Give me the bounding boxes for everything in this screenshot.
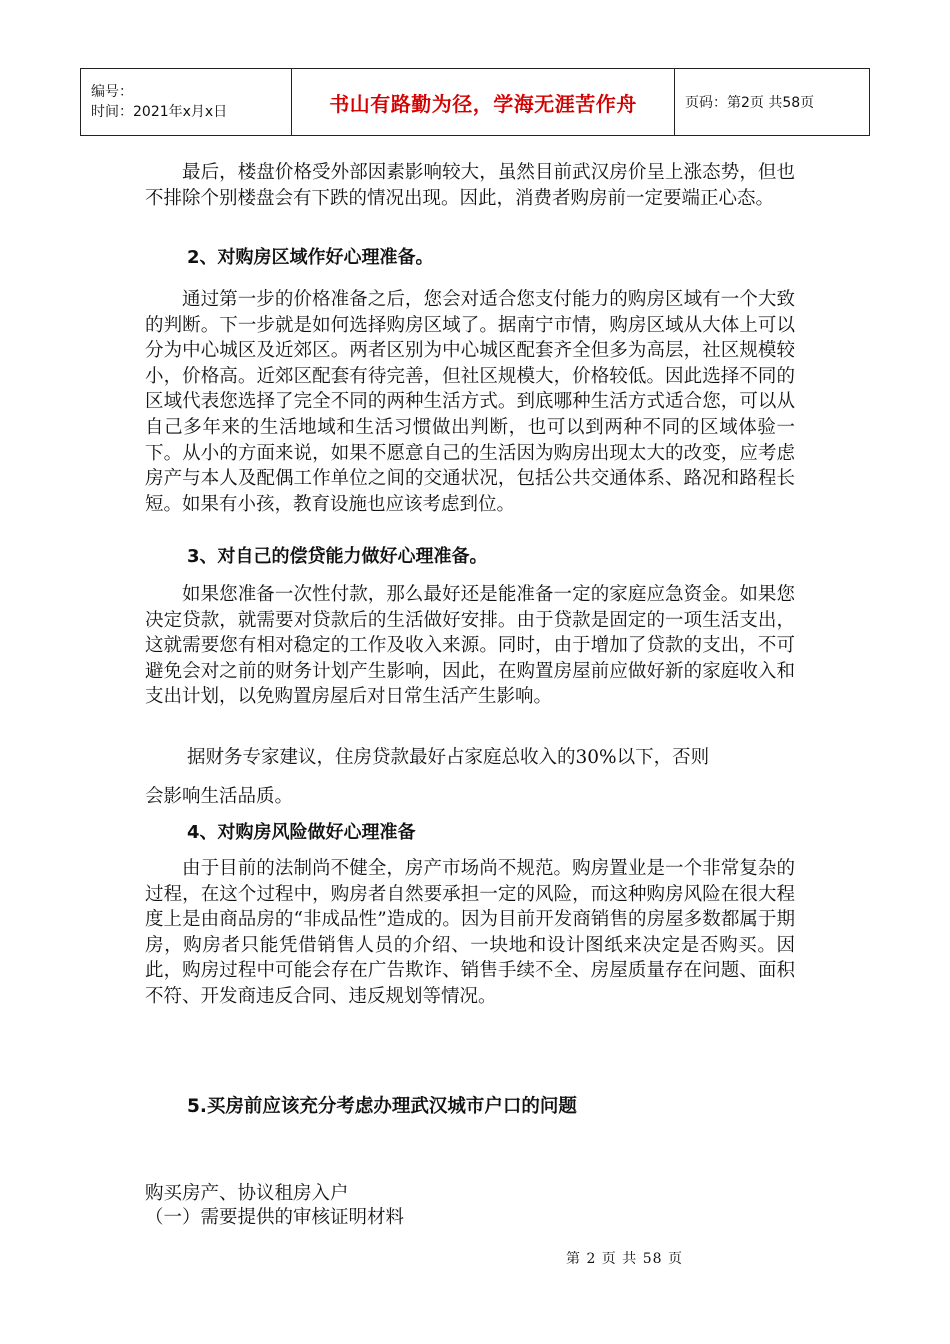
page-footer: 第 2 页 共 58 页 (566, 1251, 683, 1267)
header-meta-cell (81, 69, 292, 136)
section-heading-4: 4、对购房风险做好心理准备 (187, 822, 416, 843)
text-line-a: 购买房产、协议租房入户 (145, 1183, 349, 1204)
section-heading-5: 5.买房前应该充分考虑办理武汉城市户口的问题 (187, 1096, 577, 1117)
document-date-label: 时间：2021年x月x日 (91, 104, 228, 120)
paragraph-1: 最后，楼盘价格受外部因素影响较大，虽然目前武汉房价呈上涨态势，但也不排除个别楼盘会有下跌的情况出现。因此，消费者购房前一定要端正心态。 (145, 162, 795, 209)
text-line-b: （一）需要提供的审核证明材料 (145, 1207, 405, 1228)
paragraph-4-line-1: 据财务专家建议，住房贷款最好占家庭总收入的30%以下，否则 (187, 747, 710, 768)
document-number-label: 编号： (91, 84, 133, 100)
section-heading-3: 3、对自己的偿贷能力做好心理准备。 (187, 546, 488, 567)
header-table (80, 68, 870, 136)
paragraph-5: 由于目前的法制尚不健全，房产市场尚不规范。购房置业是一个非常复杂的过程，在这个过程中，购房者自然要承担一定的风险，而这种购房风险在很大程度上是由商品房的“非成品性”造成的。因为目前开发商销售的房屋多数都属于期房，购房者只能凭借销售人员的介绍、一块地和设计图纸来决定是否购买。因此，购房过程中可能会存在广告欺诈、销售手续不全、房屋质量存在问题、面积不符、开发商违反合同、违反规划等情况。 (145, 858, 795, 1007)
section-heading-2: 2、对购房区域作好心理准备。 (187, 247, 434, 268)
paragraph-2: 通过第一步的价格准备之后，您会对适合您支付能力的购房区域有一个大致的判断。下一步就是如何选择购房区域了。据南宁市情，购房区域从大体上可以分为中心城区及近郊区。两者区别为中心城区配套齐全但多为高层，社区规模较小，价格高。近郊区配套有待完善，但社区规模大，价格较低。因此选择不同的区域代表您选择了完全不同的两种生活方式。到底哪种生活方式适合您，可以从自己多年来的生活地域和生活习惯做出判断，也可以到两种不同的区域体验一下。从小的方面来说，如果不愿意自己的生活因为购房出现太大的改变，应考虑房产与本人及配偶工作单位之间的交通状况，包括公共交通体系、路况和路程长短。如果有小孩，教育设施也应该考虑到位。 (145, 289, 795, 515)
paragraph-3: 如果您准备一次性付款，那么最好还是能准备一定的家庭应急资金。如果您决定贷款，就需要对贷款后的生活做好安排。由于贷款是固定的一项生活支出，这就需要您有相对稳定的工作及收入来源。同时，由于增加了贷款的支出，不可避免会对之前的财务计划产生影响，因此，在购置房屋前应做好新的家庭收入和支出计划，以免购置房屋后对日常生活产生影响。 (145, 584, 795, 708)
header-motto: 书山有路勤为径，学海无涯苦作舟 (292, 69, 675, 136)
header-page-info: 页码：第2页 共58页 (675, 69, 870, 136)
paragraph-4-line-2: 会影响生活品质。 (145, 786, 294, 807)
